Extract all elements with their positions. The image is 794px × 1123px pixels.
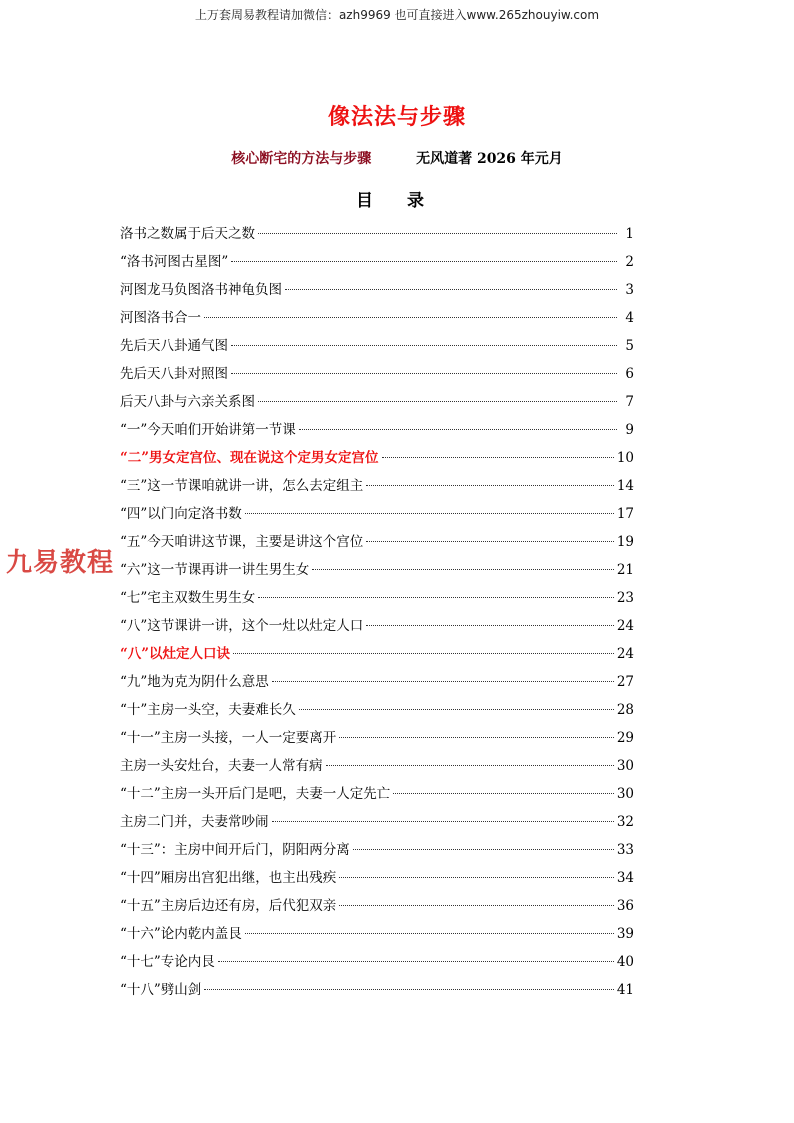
toc-entry-page[interactable]: 28	[616, 702, 634, 718]
toc-entry-page[interactable]: 29	[616, 730, 634, 746]
toc-entry[interactable]	[120, 952, 634, 980]
toc-entry[interactable]	[120, 560, 634, 588]
toc-entry-label[interactable]: “十六”论内乾内盖艮	[120, 926, 242, 942]
toc-entry[interactable]	[120, 616, 634, 644]
toc-entry-label[interactable]: “二”男女定宫位、现在说这个定男女定宫位	[120, 450, 379, 466]
toc-entry[interactable]	[120, 700, 634, 728]
toc-entry[interactable]	[120, 840, 634, 868]
toc-entry[interactable]	[120, 644, 634, 672]
toc-dot-leader	[204, 317, 617, 318]
toc-entry[interactable]	[120, 868, 634, 896]
toc-entry[interactable]	[120, 532, 634, 560]
toc-dot-leader	[231, 345, 617, 346]
toc-entry[interactable]	[120, 504, 634, 532]
toc-entry[interactable]	[120, 812, 634, 840]
toc-entry-page[interactable]: 41	[616, 982, 634, 998]
toc-entry-label[interactable]: “十四”厢房出宫犯出继，也主出残疾	[120, 870, 337, 886]
toc-entry-label[interactable]: “六”这一节课再讲一讲生男生女	[120, 562, 310, 578]
toc-dot-leader	[258, 597, 614, 598]
toc-entry-label[interactable]: 主房一头安灶台，夫妻一人常有病	[120, 758, 323, 774]
toc-dot-leader	[258, 233, 617, 234]
toc-dot-leader	[339, 877, 614, 878]
subtitle-core: 核心断宅的方法与步骤	[231, 151, 372, 167]
toc-entry[interactable]	[120, 392, 634, 420]
toc-dot-leader	[339, 905, 614, 906]
toc-entry-page[interactable]: 5	[625, 338, 634, 354]
toc-dot-leader	[366, 625, 614, 626]
toc-entry-label[interactable]: 河图龙马负图洛书神龟负图	[120, 282, 282, 298]
toc-entry-label[interactable]: “十七”专论内艮	[120, 954, 215, 970]
toc-entry-label[interactable]: “八”这节课讲一讲，这个一灶以灶定人口	[120, 618, 364, 634]
toc-entry-page[interactable]: 6	[625, 366, 634, 382]
toc-dot-leader	[233, 653, 614, 654]
toc-entry-label[interactable]: “七”宅主双数生男生女	[120, 590, 256, 606]
toc-dot-leader	[272, 681, 614, 682]
subtitle-row	[0, 148, 794, 168]
toc-entry[interactable]	[120, 476, 634, 504]
toc-entry-page[interactable]: 23	[616, 590, 634, 606]
toc-entry-label[interactable]: “洛书河图古星图”	[120, 254, 229, 270]
toc-dot-leader	[218, 961, 614, 962]
toc-entry-label[interactable]: “九”地为克为阴什么意思	[120, 674, 269, 690]
toc-entry[interactable]	[120, 728, 634, 756]
toc-dot-leader	[339, 737, 614, 738]
toc-entry-label[interactable]: “四”以门向定洛书数	[120, 506, 242, 522]
toc-entry[interactable]	[120, 420, 634, 448]
toc-entry-page[interactable]: 33	[616, 842, 634, 858]
toc-entry-page[interactable]: 21	[616, 562, 634, 578]
header-note: 上万套周易教程请加微信：azh9969 也可直接进入www.265zhouyiw.com	[194, 8, 600, 22]
toc-dot-leader	[272, 821, 614, 822]
toc-entry[interactable]	[120, 336, 634, 364]
toc-entry-label[interactable]: 先后天八卦通气图	[120, 338, 228, 354]
toc-dot-leader	[353, 849, 614, 850]
toc-entry-label[interactable]: 主房二门并，夫妻常吵闹	[120, 814, 269, 830]
toc-entry-label[interactable]: 洛书之数属于后天之数	[120, 226, 255, 242]
toc-entry-page[interactable]: 27	[616, 674, 634, 690]
toc-dot-leader	[231, 373, 617, 374]
toc-entry-page[interactable]: 36	[616, 898, 634, 914]
toc-entry-page[interactable]: 3	[625, 282, 634, 298]
toc-entry-page[interactable]: 24	[616, 618, 634, 634]
toc-entry-page[interactable]: 1	[625, 226, 634, 242]
toc-entry-page[interactable]: 9	[625, 422, 634, 438]
toc-entry[interactable]	[120, 448, 634, 476]
toc-entry-label[interactable]: “十三”：主房中间开后门，阴阳两分离	[120, 842, 350, 858]
toc-heading: 目 录	[356, 191, 438, 211]
toc-entry-label[interactable]: “十八”劈山剑	[120, 982, 202, 998]
watermark-logo: 九易教程	[6, 548, 115, 578]
toc-entry-page[interactable]: 32	[616, 814, 634, 830]
subtitle-author: 无风道著 2026 年元月	[416, 151, 563, 167]
toc-entry-page[interactable]: 19	[616, 534, 634, 550]
toc-dot-leader	[393, 793, 614, 794]
toc-entry-page[interactable]: 30	[616, 758, 634, 774]
toc-entry[interactable]	[120, 980, 634, 1008]
page-title: 像法法与步骤	[327, 104, 466, 130]
toc-entry-label[interactable]: “十五”主房后边还有房，后代犯双亲	[120, 898, 337, 914]
toc-entry-page[interactable]: 7	[625, 394, 634, 410]
toc-entry-page[interactable]: 39	[616, 926, 634, 942]
toc-entry-label[interactable]: “十”主房一头空，夫妻难长久	[120, 702, 296, 718]
toc-entry-page[interactable]: 2	[625, 254, 634, 270]
toc-entry-label[interactable]: 后天八卦与六亲关系图	[120, 394, 255, 410]
toc-entry-page[interactable]: 24	[616, 646, 634, 662]
toc-entry[interactable]	[120, 756, 634, 784]
toc-entry[interactable]	[120, 588, 634, 616]
toc-entry-label[interactable]: “八”以灶定人口诀	[120, 646, 231, 662]
toc-entry-page[interactable]: 10	[616, 450, 634, 466]
toc-entry-label[interactable]: “五”今天咱讲这节课，主要是讲这个宫位	[120, 534, 364, 550]
toc-entry[interactable]	[120, 364, 634, 392]
toc-entry-page[interactable]: 17	[616, 506, 634, 522]
toc-dot-leader	[245, 933, 614, 934]
toc-dot-leader	[312, 569, 614, 570]
toc-entry[interactable]	[120, 784, 634, 812]
toc-dot-leader	[299, 709, 614, 710]
toc-entry[interactable]	[120, 672, 634, 700]
toc-dot-leader	[366, 485, 614, 486]
toc-entry-page[interactable]: 40	[616, 954, 634, 970]
toc-entry-page[interactable]: 4	[625, 310, 634, 326]
toc-entry-label[interactable]: “三”这一节课咱就讲一讲，怎么去定组主	[120, 478, 364, 494]
toc-entry-label[interactable]: “一”今天咱们开始讲第一节课	[120, 422, 296, 438]
toc-dot-leader	[245, 513, 614, 514]
toc-entry[interactable]	[120, 924, 634, 952]
toc-dot-leader	[326, 765, 614, 766]
toc-dot-leader	[285, 289, 617, 290]
toc-entry[interactable]	[120, 308, 634, 336]
toc-entry[interactable]	[120, 224, 634, 252]
toc-entry-page[interactable]: 34	[616, 870, 634, 886]
toc-entry-label[interactable]: 河图洛书合一	[120, 310, 201, 326]
toc-entry-label[interactable]: “十一”主房一头接，一人一定要离开	[120, 730, 337, 746]
toc-dot-leader	[382, 457, 614, 458]
toc-entry-label[interactable]: “十二”主房一头开后门是吧，夫妻一人定先亡	[120, 786, 391, 802]
toc-dot-leader	[204, 989, 614, 990]
toc-dot-leader	[299, 429, 617, 430]
toc-dot-leader	[366, 541, 614, 542]
table-of-contents	[120, 224, 634, 1008]
toc-entry[interactable]	[120, 280, 634, 308]
toc-dot-leader	[231, 261, 617, 262]
toc-entry-label[interactable]: 先后天八卦对照图	[120, 366, 228, 382]
toc-entry[interactable]	[120, 896, 634, 924]
toc-dot-leader	[258, 401, 617, 402]
toc-entry-page[interactable]: 14	[616, 478, 634, 494]
toc-entry-page[interactable]: 30	[616, 786, 634, 802]
toc-entry[interactable]	[120, 252, 634, 280]
